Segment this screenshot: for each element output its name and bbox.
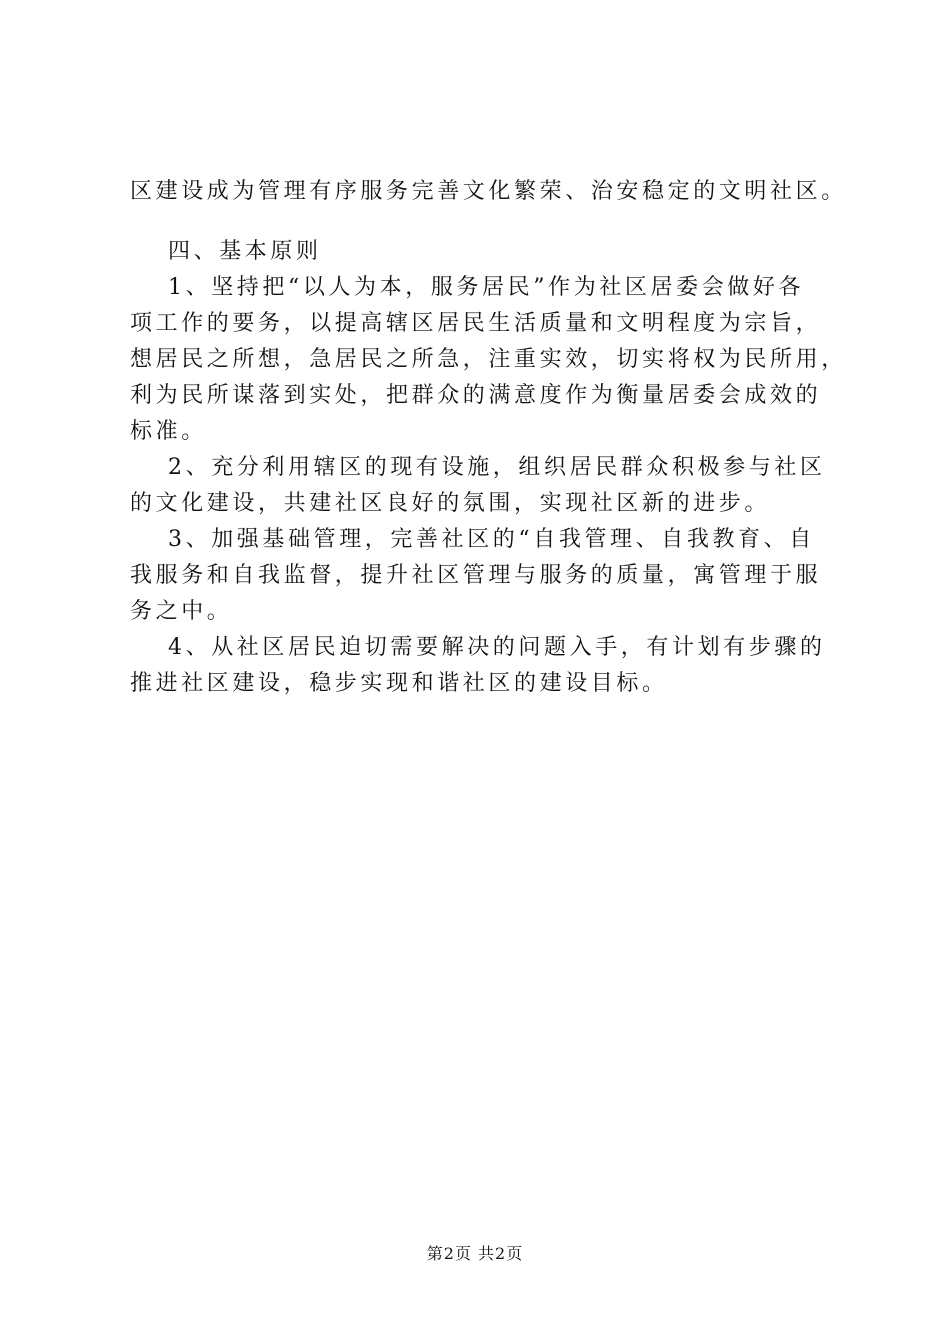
paragraph-line: 我服务和自我监督，提升社区管理与服务的质量，寓管理于服	[130, 563, 822, 588]
paragraph-line: 3、加强基础管理，完善社区的“自我管理、自我教育、自	[168, 527, 815, 552]
paragraph-line: 的文化建设，共建社区良好的氛围，实现社区新的进步。	[130, 491, 771, 516]
paragraph-line: 区建设成为管理有序服务完善文化繁荣、治安稳定的文明社区。	[130, 179, 847, 204]
document-body	[130, 174, 850, 702]
paragraph-line: 标准。	[130, 419, 207, 444]
paragraph-line: 推进社区建设，稳步实现和谐社区的建设目标。	[130, 671, 668, 696]
paragraph-line: 想居民之所想，急居民之所急，注重实效，切实将权为民所用，	[130, 347, 847, 372]
paragraph-line: 2、充分利用辖区的现有设施，组织居民群众积极参与社区	[168, 455, 826, 480]
paragraph-line: 4、从社区居民迫切需要解决的问题入手，有计划有步骤的	[168, 635, 826, 660]
paragraph-line: 1、坚持把“以人为本，服务居民”作为社区居委会做好各	[168, 275, 805, 300]
paragraph-line: 务之中。	[130, 599, 233, 624]
paragraph-line: 项工作的要务，以提高辖区居民生活质量和文明程度为宗旨，	[130, 311, 822, 336]
page-footer: 第2页 共2页	[426, 1244, 524, 1263]
section-heading: 四、基本原则	[168, 239, 322, 264]
paragraph-line: 利为民所谋落到实处，把群众的满意度作为衡量居委会成效的	[130, 383, 822, 408]
